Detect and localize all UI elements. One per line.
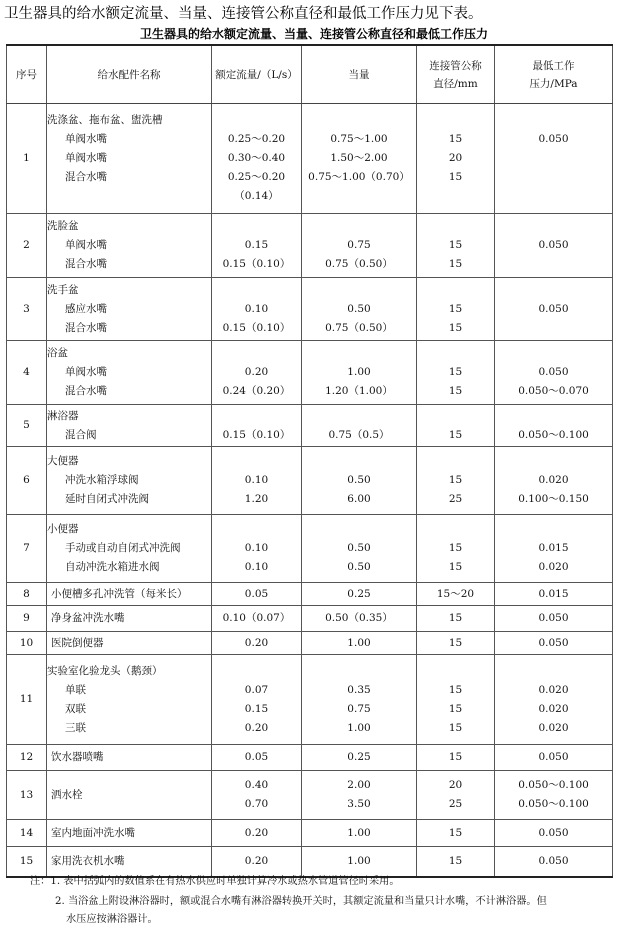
- table-row: [7, 632, 613, 655]
- spacer: [417, 281, 494, 300]
- item-equiv: 0.50: [347, 302, 371, 315]
- item-name: 混合阀: [65, 428, 97, 441]
- cell-dia: [417, 104, 495, 214]
- item-flow: 0.15: [244, 702, 269, 715]
- item-equiv: 0.75: [347, 702, 371, 715]
- cell-no: 9: [7, 606, 47, 632]
- item-flow: 0.15（0.10）: [222, 321, 291, 334]
- spacer: [302, 281, 416, 300]
- table-row: [7, 341, 613, 405]
- cell-dia: 15: [417, 632, 495, 655]
- item-dia: 15: [448, 385, 463, 397]
- spacer: [417, 520, 494, 539]
- spacer: [212, 344, 301, 363]
- spacer: [212, 217, 301, 236]
- cell-press: [495, 214, 613, 278]
- cell-name: [47, 632, 212, 655]
- item-dia: 15: [448, 721, 463, 734]
- cell-no: 6: [7, 447, 47, 515]
- item-flow: 1.20: [244, 493, 269, 505]
- item-name: 单阀水嘴: [65, 239, 107, 251]
- item-name: 混合水嘴: [65, 385, 107, 397]
- spacer: [212, 520, 301, 539]
- item-flow: 0.10: [244, 542, 269, 554]
- cell-press: [495, 405, 613, 447]
- spacer: [212, 407, 301, 426]
- cell-equiv: 0.50（0.35）: [302, 606, 417, 632]
- group-title: 大便器: [47, 455, 79, 467]
- item-name: 混合水嘴: [65, 171, 107, 183]
- header-name: 给水配件名称: [47, 45, 212, 104]
- cell-press: [495, 104, 613, 214]
- cell-no: 7: [7, 515, 47, 583]
- cell-flow: 0.20: [212, 632, 302, 655]
- item-flow: 0.20: [244, 721, 269, 734]
- table-row: [7, 583, 613, 606]
- item-flow: 0.15: [244, 239, 269, 251]
- item-dia: 15: [448, 561, 463, 573]
- item-name: 洒水栓: [51, 788, 83, 801]
- cell-equiv: 1.00: [302, 820, 417, 847]
- cell-flow: [212, 278, 302, 341]
- item-name: 饮水器喷嘴: [51, 751, 104, 763]
- item-name: 冲洗水箱浮球阀: [65, 474, 139, 486]
- spacer: [302, 111, 416, 130]
- note-line-1: 注：1. 表中括弧内的数值系在有热水供应时单独计算冷水或热水管道管径时采用。: [30, 876, 400, 887]
- cell-press: [495, 771, 613, 820]
- cell-equiv: [302, 771, 417, 820]
- cell-name: [47, 104, 212, 214]
- cell-equiv: 1.00: [302, 847, 417, 877]
- item-name: 室内地面冲洗水嘴: [51, 826, 135, 839]
- item-name: 净身盆冲洗水嘴: [51, 612, 125, 624]
- cell-no: 8: [7, 583, 47, 606]
- cell-name: [47, 278, 212, 341]
- cell-flow: 0.10（0.07）: [212, 606, 302, 632]
- item-name: 混合水嘴: [65, 258, 107, 270]
- item-dia: 15: [448, 133, 463, 145]
- cell-equiv: [302, 341, 417, 405]
- header-press-line2: 压力/MPa: [529, 77, 578, 90]
- note-line-3: 水压应按淋浴器计。: [66, 914, 158, 925]
- cell-flow: [212, 655, 302, 745]
- cell-name: [47, 214, 212, 278]
- item-equiv: 0.50: [347, 542, 371, 554]
- spacer: [417, 452, 494, 471]
- table-row: [7, 515, 613, 583]
- item-flow: 0.10: [244, 561, 269, 573]
- cell-no: 11: [7, 655, 47, 745]
- item-equiv: 0.75（0.5）: [328, 428, 390, 441]
- cell-flow: [212, 104, 302, 214]
- item-dia: 25: [448, 493, 463, 505]
- cell-equiv: [302, 655, 417, 745]
- cell-flow: 0.05: [212, 583, 302, 606]
- item-equiv: 0.75（0.50）: [325, 258, 393, 270]
- item-dia: 15: [448, 258, 463, 270]
- cell-no: 3: [7, 278, 47, 341]
- cell-equiv: 0.25: [302, 583, 417, 606]
- item-press: [495, 187, 612, 206]
- cell-line: 0.050～0.100: [518, 779, 589, 791]
- group-title: 洗脸盆: [47, 220, 79, 232]
- item-press: [495, 255, 612, 274]
- item-press: 0.100～0.150: [518, 493, 589, 505]
- cell-line: 20: [448, 779, 463, 791]
- spacer: [212, 452, 301, 471]
- item-flow: （0.14）: [234, 190, 279, 202]
- cell-equiv: [302, 214, 417, 278]
- cell-line: 0.70: [244, 798, 269, 810]
- cell-no: 12: [7, 745, 47, 771]
- cell-dia: 15: [417, 745, 495, 771]
- header-dia-line2: 直径/mm: [433, 77, 478, 90]
- cell-line: 2.00: [347, 779, 371, 791]
- intro-text: 卫生器具的给水额定流量、当量、连接管公称直径和最低工作压力见下表。: [4, 6, 483, 22]
- item-name: 小便槽多孔冲洗管（每米长）: [51, 587, 188, 600]
- cell-press: 0.050: [495, 820, 613, 847]
- item-press: 0.050～0.100: [518, 428, 589, 441]
- item-dia: 15: [448, 239, 463, 251]
- cell-line: 0.050～0.100: [518, 798, 589, 810]
- spacer: [302, 217, 416, 236]
- cell-line: 0.40: [244, 779, 269, 791]
- item-name: 医院倒便器: [51, 636, 104, 649]
- item-equiv: 1.20（1.00）: [325, 385, 393, 397]
- item-press: 0.050～0.070: [518, 385, 589, 397]
- spacer: [495, 407, 612, 426]
- item-flow: 0.10: [244, 302, 269, 315]
- spacer: [212, 662, 301, 681]
- cell-equiv: 1.00: [302, 632, 417, 655]
- spacer: [495, 111, 612, 130]
- item-flow: 0.20: [244, 366, 269, 378]
- header-flow: 额定流量/（L/s）: [212, 45, 302, 104]
- cell-name: [47, 405, 212, 447]
- item-flow: 0.10: [244, 474, 269, 486]
- cell-no: 13: [7, 771, 47, 820]
- spacer: [495, 217, 612, 236]
- cell-name: [47, 583, 212, 606]
- group-title: 浴盆: [47, 347, 68, 359]
- spacer: [495, 452, 612, 471]
- item-dia: 15: [448, 542, 463, 554]
- header-row: [7, 45, 613, 104]
- item-name: 单阀水嘴: [65, 366, 107, 378]
- item-name: 家用洗衣机水嘴: [51, 854, 125, 867]
- cell-equiv: [302, 278, 417, 341]
- item-name: [47, 187, 211, 206]
- cell-no: 5: [7, 405, 47, 447]
- table-row: [7, 820, 613, 847]
- item-flow: 0.24（0.20）: [222, 385, 291, 397]
- cell-press: [495, 341, 613, 405]
- spacer: [417, 662, 494, 681]
- item-press: [495, 149, 612, 168]
- cell-equiv: [302, 515, 417, 583]
- cell-press: [495, 278, 613, 341]
- cell-press: [495, 655, 613, 745]
- item-equiv: 0.50: [347, 474, 371, 486]
- item-equiv: 0.75: [347, 239, 371, 251]
- spacer: [495, 662, 612, 681]
- cell-name: [47, 447, 212, 515]
- item-flow: 0.25～0.20: [227, 133, 286, 145]
- item-flow: 0.15（0.10）: [222, 428, 291, 441]
- item-dia: 15: [448, 171, 463, 183]
- table-row: [7, 278, 613, 341]
- cell-press: [495, 447, 613, 515]
- cell-flow: [212, 447, 302, 515]
- header-dia: [417, 45, 495, 104]
- item-equiv: 6.00: [347, 493, 371, 505]
- cell-dia: [417, 341, 495, 405]
- cell-press: 0.050: [495, 745, 613, 771]
- header-press: [495, 45, 613, 104]
- spacer: [302, 452, 416, 471]
- spacer: [495, 344, 612, 363]
- spacer: [495, 281, 612, 300]
- cell-flow: 0.05: [212, 745, 302, 771]
- cell-dia: 15: [417, 606, 495, 632]
- spec-table: [6, 44, 613, 878]
- cell-no: 2: [7, 214, 47, 278]
- item-name: 单联: [65, 683, 86, 696]
- item-dia: 15: [448, 702, 463, 715]
- spacer: [302, 344, 416, 363]
- item-dia: 15: [448, 683, 463, 696]
- item-name: 延时自闭式冲洗阀: [65, 493, 149, 505]
- cell-dia: 15: [417, 820, 495, 847]
- cell-equiv: [302, 447, 417, 515]
- item-dia: 15: [448, 321, 463, 334]
- spacer: [417, 217, 494, 236]
- cell-no: 15: [7, 847, 47, 877]
- cell-press: 0.050: [495, 632, 613, 655]
- spacer: [212, 281, 301, 300]
- cell-dia: [417, 655, 495, 745]
- cell-flow: [212, 771, 302, 820]
- item-name: 三联: [65, 721, 86, 734]
- cell-flow: 0.20: [212, 820, 302, 847]
- item-flow: 0.07: [244, 683, 269, 696]
- cell-line: 25: [448, 798, 463, 810]
- item-equiv: 0.75（0.50）: [325, 321, 393, 334]
- cell-dia: [417, 771, 495, 820]
- cell-dia: [417, 447, 495, 515]
- cell-name: [47, 745, 212, 771]
- item-dia: [417, 187, 494, 206]
- note-line-2: 2. 当浴盆上附设淋浴器时，额或混合水嘴有淋浴器转换开关时，其额定流量和当量只计水嘴，不计淋浴器。但: [55, 896, 547, 907]
- table-caption: 卫生器具的给水额定流量、当量、连接管公称直径和最低工作压力: [140, 27, 489, 41]
- cell-flow: [212, 341, 302, 405]
- spacer: [302, 662, 416, 681]
- item-press: [495, 319, 612, 338]
- item-dia: 20: [448, 152, 463, 164]
- item-dia: 15: [448, 302, 463, 315]
- table-row: [7, 104, 613, 214]
- group-title: 淋浴器: [47, 409, 79, 422]
- spacer: [212, 111, 301, 130]
- cell-press: 0.050: [495, 847, 613, 877]
- cell-press: 0.015: [495, 583, 613, 606]
- item-equiv: 1.50～2.00: [330, 152, 388, 164]
- cell-no: 4: [7, 341, 47, 405]
- item-name: 混合水嘴: [65, 321, 107, 334]
- item-name: 单阀水嘴: [65, 133, 107, 145]
- item-press: 0.050: [538, 366, 569, 378]
- cell-name: [47, 655, 212, 745]
- cell-name: [47, 341, 212, 405]
- item-name: 自动冲洗水箱进水阀: [65, 561, 160, 573]
- header-no: 序号: [7, 45, 47, 104]
- group-title: 洗涤盆、拖布盆、盥洗槽: [47, 114, 163, 126]
- item-equiv: 0.75～1.00（0.70）: [308, 171, 410, 183]
- header-press-line1: 最低工作: [532, 59, 575, 72]
- table-row: [7, 447, 613, 515]
- cell-dia: 15～20: [417, 583, 495, 606]
- item-press: 0.020: [538, 702, 569, 715]
- item-press: 0.015: [538, 542, 569, 554]
- item-equiv: 0.35: [347, 683, 371, 696]
- table-row: [7, 405, 613, 447]
- header-equiv: 当量: [302, 45, 417, 104]
- cell-dia: 15: [417, 847, 495, 877]
- cell-line: 3.50: [347, 798, 371, 810]
- cell-no: 1: [7, 104, 47, 214]
- table-row: [7, 606, 613, 632]
- cell-dia: [417, 214, 495, 278]
- item-dia: 15: [448, 366, 463, 378]
- spacer: [495, 520, 612, 539]
- item-equiv: 1.00: [347, 366, 371, 378]
- cell-dia: [417, 515, 495, 583]
- group-title: 实验室化验龙头（鹅颈）: [47, 664, 163, 677]
- cell-dia: [417, 278, 495, 341]
- item-name: 手动或自动自闭式冲洗阀: [65, 542, 181, 554]
- item-press: 0.020: [538, 721, 569, 734]
- item-flow: 0.15（0.10）: [222, 258, 291, 270]
- table-row: [7, 655, 613, 745]
- cell-equiv: [302, 104, 417, 214]
- item-press: 0.020: [538, 474, 569, 486]
- header-dia-line1: 连接管公称: [429, 59, 482, 72]
- cell-flow: 0.20: [212, 847, 302, 877]
- cell-name: [47, 820, 212, 847]
- cell-name: [47, 515, 212, 583]
- group-title: 小便器: [47, 523, 79, 535]
- cell-name: [47, 771, 212, 820]
- spacer: [302, 407, 416, 426]
- cell-press: 0.050: [495, 606, 613, 632]
- cell-dia: [417, 405, 495, 447]
- item-name: 双联: [65, 702, 86, 715]
- item-press: 0.020: [538, 683, 569, 696]
- spacer: [417, 344, 494, 363]
- spacer: [302, 520, 416, 539]
- item-press: 0.050: [538, 302, 569, 315]
- item-press: [495, 168, 612, 187]
- item-equiv: 0.50: [347, 561, 371, 573]
- item-press: 0.050: [538, 239, 569, 251]
- item-name: 感应水嘴: [65, 302, 107, 315]
- item-press: 0.020: [538, 561, 569, 573]
- table-row: [7, 771, 613, 820]
- item-name: 单阀水嘴: [65, 152, 107, 164]
- cell-flow: [212, 405, 302, 447]
- cell-flow: [212, 214, 302, 278]
- spacer: [417, 407, 494, 426]
- item-flow: 0.30～0.40: [227, 152, 286, 164]
- item-equiv: 0.75～1.00: [330, 133, 388, 145]
- group-title: 洗手盆: [47, 283, 79, 296]
- item-equiv: [302, 187, 416, 206]
- table-row: [7, 214, 613, 278]
- item-dia: 15: [448, 474, 463, 486]
- item-dia: 15: [448, 428, 463, 441]
- item-flow: 0.25～0.20: [227, 171, 286, 183]
- table-row: [7, 745, 613, 771]
- cell-equiv: 0.25: [302, 745, 417, 771]
- spacer: [417, 111, 494, 130]
- item-press: 0.050: [538, 133, 569, 145]
- cell-no: 14: [7, 820, 47, 847]
- cell-press: [495, 515, 613, 583]
- cell-name: [47, 606, 212, 632]
- cell-no: 10: [7, 632, 47, 655]
- cell-equiv: [302, 405, 417, 447]
- cell-flow: [212, 515, 302, 583]
- item-equiv: 1.00: [347, 721, 371, 734]
